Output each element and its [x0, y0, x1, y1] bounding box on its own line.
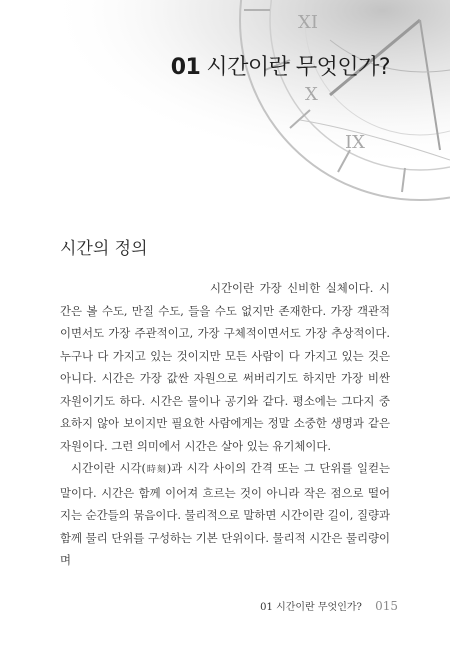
- svg-text:X: X: [305, 84, 318, 105]
- chapter-title-text: 시간이란 무엇인가?: [206, 55, 390, 80]
- body-text: [60, 277, 390, 572]
- hanja-text: 時刻: [146, 465, 167, 475]
- paragraph-2: [60, 457, 390, 572]
- page-number: 015: [375, 599, 398, 613]
- clock-face-graphic: [0, 0, 450, 210]
- paragraph-2-rest: )과 시각 사이의 간격 또는 그 단위를 일컫는 말이다. 시간은 함께 이어져 흐르는 것이 아니라 작은 점으로 떨어지는 순간들의 묶음이다. 물리적으로 말하면 시간이란 길이, 질량과 함께 물리 단위를 구성하는 기본 단위이다. 물리적 시간은 물리량이며: [60, 461, 390, 567]
- clock-background-image: [0, 0, 450, 210]
- running-title: 01 시간이란 무엇인가?: [260, 602, 362, 613]
- chapter-number: 01: [170, 55, 201, 80]
- paragraph-2-start: 시간이란 시각(: [71, 461, 146, 475]
- paragraph-1: 시간이란 가장 신비한 실체이다. 시간은 볼 수도, 만질 수도, 들을 수도 없지만 존재한다. 가장 객관적이면서도 가장 주관적이고, 가장 구체적이면서도 가장 추상적이다. 누구나 다 가지고 있는 것이지만 모든 사람이 다 가지고 있는 것은 아니다. 시간은 가장 값싼 자원으로 써버리기도 하지만 가장 비싼 자원이기도 하다. 시간은 물이나 공기와 같다. 평소에는 그다지 중요하지 않아 보이지만 필요한 사람에게는 정말 소중한 생명과 같은 자원이다. 그런 의미에서 시간은 살아 있는 유기체이다.: [60, 281, 390, 453]
- svg-text:XI: XI: [298, 12, 318, 33]
- chapter-title: [171, 50, 390, 81]
- page-footer: [260, 598, 398, 613]
- svg-text:IX: IX: [345, 132, 365, 153]
- section-heading: 시간의 정의: [60, 239, 148, 259]
